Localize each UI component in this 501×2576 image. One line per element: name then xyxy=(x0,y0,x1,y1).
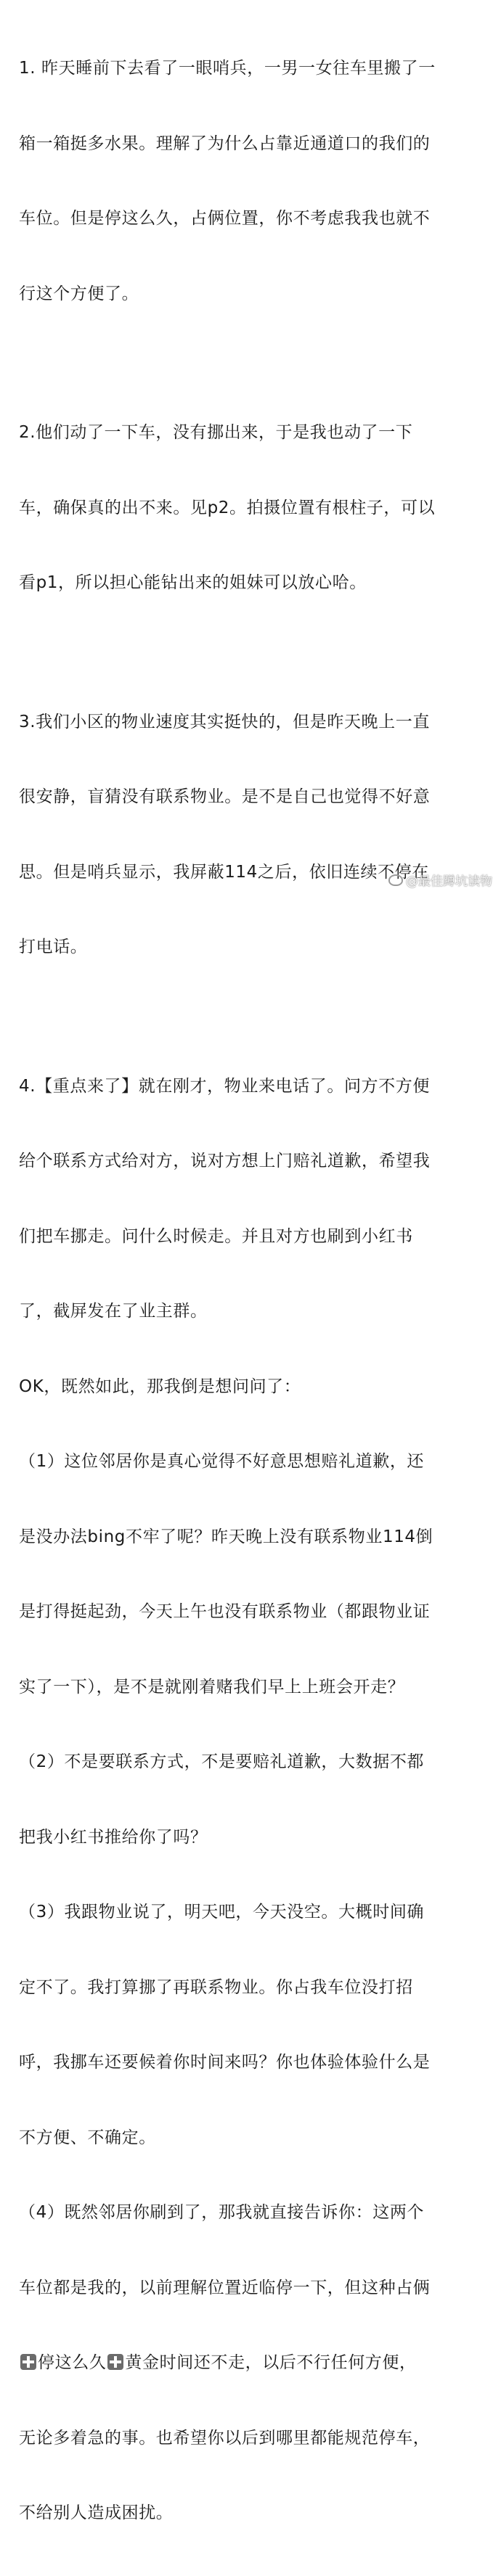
text-line: 很安静，盲猜没有联系物业。是不是自己也觉得不好意 xyxy=(19,787,431,806)
text-line: 行这个方便了。 xyxy=(19,284,139,303)
text-line: 车位。但是停这么久，占俩位置，你不考虑我我也就不 xyxy=(19,209,431,228)
text-line: 定不了。我打算挪了再联系物业。你占我车位没打招 xyxy=(19,1977,413,1997)
text-line: （4）既然邻居你刷到了，那我就直接告诉你：这两个 xyxy=(19,2203,425,2222)
paragraph-1 xyxy=(19,6,486,356)
paragraph-4 xyxy=(19,1024,486,2576)
text-line: （1）这位邻居你是真心觉得不好意思想赔礼道歉，还 xyxy=(19,1452,425,1471)
text-line: 是没办法bing不牢了呢？昨天晚上没有联系物业114倒 xyxy=(19,1527,433,1546)
text-line: 箱一箱挺多水果。理解了为什么占靠近通道口的我们的 xyxy=(19,134,431,153)
text-line: 1. 昨天睡前下去看了一眼哨兵，一男一女往车里搬了一 xyxy=(19,59,436,78)
text-segment: 停这么久 xyxy=(38,2353,107,2372)
text-line: 了，截屏发在了业主群。 xyxy=(19,1302,208,1321)
text-line: （3）我跟物业说了，明天吧，今天没空。大概时间确 xyxy=(19,1903,425,1921)
text-line: 看p1，所以担心能钻出来的姐妹可以放心哈。 xyxy=(19,573,367,592)
text-line: 实了一下），是不是就刚着赌我们早上上班会开走？ xyxy=(19,1677,405,1697)
weibo-icon xyxy=(388,874,403,886)
watermark-text: @最佳蹲坑读物 xyxy=(406,874,492,889)
text-line: 是打得挺起劲，今天上午也没有联系物业（都跟物业证 xyxy=(19,1602,431,1621)
plus-emoji-icon xyxy=(107,2354,123,2370)
post-body xyxy=(19,6,486,2576)
paragraph-3 xyxy=(19,660,486,1010)
text-line: 2.他们动了一下车，没有挪出来，于是我也动了一下 xyxy=(19,423,413,442)
plus-emoji-icon xyxy=(20,2354,36,2370)
text-line: 把我小红书推给你了吗？ xyxy=(19,1827,208,1847)
paragraph-2 xyxy=(19,370,486,646)
text-line: 4.【重点来了】就在刚才，物业来电话了。问方不方便 xyxy=(19,1076,430,1096)
text-line: 打电话。 xyxy=(19,938,88,956)
watermark xyxy=(388,871,492,889)
text-line: 们把车挪走。问什么时候走。并且对方也刷到小红书 xyxy=(19,1226,413,1246)
text-line: 不方便、不确定。 xyxy=(19,2128,156,2147)
text-line: 3.我们小区的物业速度其实挺快的，但是昨天晚上一直 xyxy=(19,712,430,731)
text-line: 车，确保真的出不来。见p2。拍摄位置有根柱子，可以 xyxy=(19,498,436,517)
text-line: 不给别人造成困扰。 xyxy=(19,2503,174,2522)
text-line: 无论多着急的事。也希望你以后到哪里都能规范停车， xyxy=(19,2428,431,2448)
text-line: （2）不是要联系方式，不是要赔礼道歉，大数据不都 xyxy=(19,1752,425,1771)
text-segment: 黄金时间还不走，以后不行任何方便， xyxy=(125,2353,417,2372)
text-line: 车位都是我的，以前理解位置近临停一下，但这种占俩 xyxy=(19,2278,431,2297)
text-line-with-plus xyxy=(19,2350,486,2376)
text-line: OK，既然如此，那我倒是想问问了： xyxy=(19,1377,301,1396)
text-line: 思。但是哨兵显示，我屏蔽114之后，依旧连续不停在 xyxy=(19,862,429,882)
text-line: 呼，我挪车还要候着你时间来吗？你也体验体验什么是 xyxy=(19,2053,431,2072)
text-line: 给个联系方式给对方，说对方想上门赔礼道歉，希望我 xyxy=(19,1152,431,1170)
